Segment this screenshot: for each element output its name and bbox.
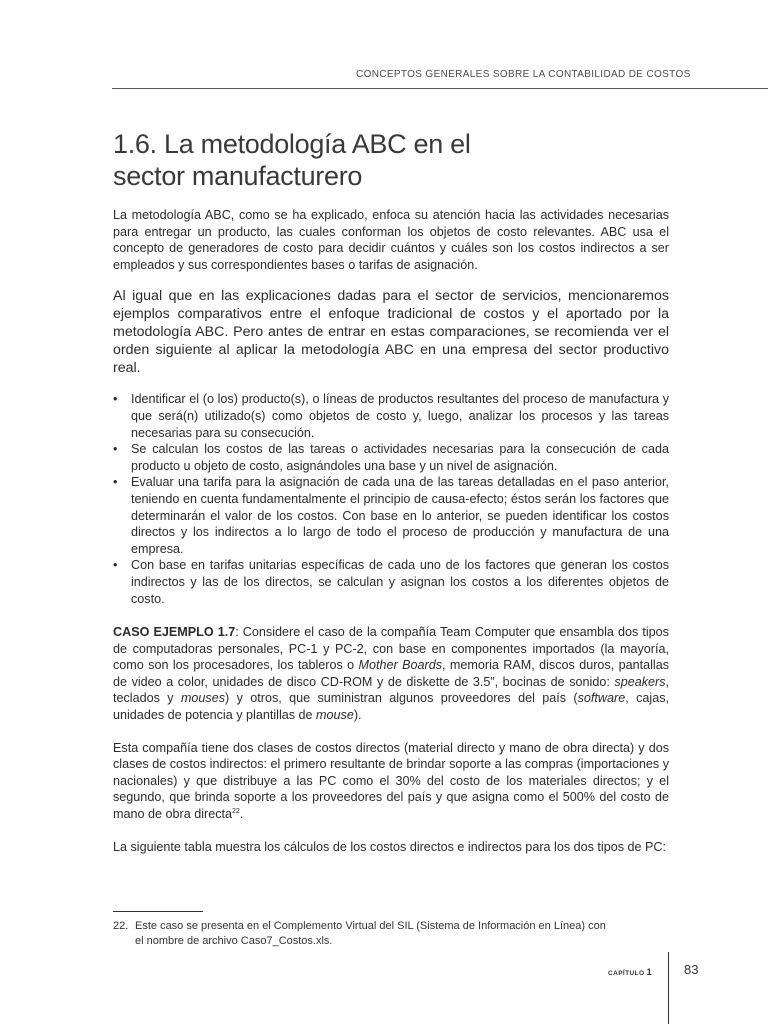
bullet-icon: • [113, 442, 118, 457]
case-text: , teclados y [113, 674, 669, 706]
case-example-label: CASO EJEMPLO 1.7 [113, 625, 236, 640]
case-text: ). [353, 708, 362, 723]
footnote-line-2: el nombre de archivo Caso7_Costos.xls. [135, 935, 333, 947]
footnote-line-1: Este caso se presenta en el Complemento Virtual del SIL (Sistema de Información en Línea) con [135, 920, 606, 932]
case-text: , cajas, unidades de potencia y plantillas de [113, 691, 669, 723]
bullet-icon: • [113, 392, 118, 407]
section-title-line-2: sector manufacturero [113, 161, 363, 191]
page-number: 83 [684, 962, 699, 977]
case-italic-term: mouses [180, 691, 226, 706]
case-italic-term: software [577, 691, 626, 706]
footnote-number: 22. [113, 920, 129, 932]
list-item-text: Con base en tarifas unitarias específicas de cada uno de los factores que generan los costos indirectos y las de los directos, se calculan y asignan los costos a los diferentes objetos de costo. [131, 558, 669, 606]
footnote-reference[interactable]: 22 [232, 807, 240, 815]
list-item [113, 474, 669, 557]
page-content [113, 128, 669, 855]
section-title [113, 128, 533, 192]
list-item [113, 391, 669, 441]
chapter-number: 1 [646, 967, 653, 977]
steps-list [113, 391, 669, 607]
case-italic-term: mouse [316, 708, 354, 723]
case-text: , memoria RAM, discos duros, pantallas de video a color, unidades de disco CD-ROM y de diskette de 3.5”, bocinas de sonido: [113, 658, 669, 689]
chapter-label [608, 967, 652, 977]
bullet-icon: • [113, 475, 118, 490]
footer-vertical-rule [668, 952, 669, 1024]
list-item-text: Evaluar una tarifa para la asignación de cada una de las tareas detalladas en el paso anterior, teniendo en cuenta fundamentalmente el principio de causa-efecto; éstos serán los factores que determinarán el valor de los costos. Con base en lo anterior, se pueden identificar los costos directos y los indirectos a lo largo de todo el proceso de producción y manufactura de una empresa. [131, 475, 669, 556]
lead-paragraph: Al igual que en las explicaciones dadas para el sector de servicios, mencionaremos ejemplos comparativos entre el enfoque tradicional de costos y el aportado por la metodología ABC. Pero antes de entrar en estas comparaciones, se recomienda ver el orden siguiente al aplicar la metodología ABC en una empresa del sector productivo real. [113, 288, 669, 377]
case-text: ) y otros, que suministran algunos proveedores del país ( [225, 691, 578, 706]
list-item-text: Identificar el (o los) producto(s), o líneas de productos resultantes del proceso de manufactura y que será(n) utilizado(s) como objetos de costo y, luego, analizar los procesos y las tareas necesarias para su consecución. [131, 392, 669, 440]
cost-classes-paragraph [113, 740, 669, 823]
running-header: CONCEPTOS GENERALES SOBRE LA CONTABILIDAD DE COSTOS [356, 69, 691, 80]
footnote-rule [113, 911, 203, 912]
list-item-text: Se calculan los costos de las tareas o actividades necesarias para la consecución de cada producto u objeto de costo, asignándoles una base y un nivel de asignación. [131, 442, 669, 473]
table-intro-paragraph: La siguiente tabla muestra los cálculos de los costos directos e indirectos para los dos tipos de PC: [113, 839, 667, 854]
case-italic-term: Mother Boards [358, 658, 443, 673]
chapter-word: CAPÍTULO [608, 970, 645, 977]
bullet-icon: • [113, 558, 118, 573]
intro-paragraph: La metodología ABC, como se ha explicado, enfoca su atención hacia las actividades necesarias para entregar un producto, las cuales conforman los objetos de costo relevantes. ABC usa el concepto de generadores de costo para decidir cuántos y cuáles son los costos indirectos a ser empleados y sus correspondientes bases o tarifas de asignación. [113, 208, 669, 272]
list-item [113, 557, 669, 607]
case-text: : Considere el caso de la compañía Team Computer que ensambla dos tipos de computadoras personales, PC-1 y PC-2, con base en componentes importados (la mayoría, como son los procesadores, los tableros o [113, 625, 669, 673]
header-rule [112, 88, 768, 89]
section-title-line-1: 1.6. La metodología ABC en el [113, 129, 471, 159]
cost-classes-text: Esta compañía tiene dos clases de costos directos (material directo y mano de obra directa) y dos clases de costos indirectos: el primero resultante de brindar soporte a las compras (importaciones y nacionales) y que distribuye a las PC como el 30% del costo de los materiales directos; y el segundo, que brinda soporte a los proveedores del país y que asigna como el 500% del costo de mano de obra directa [113, 740, 669, 822]
footnote [113, 919, 673, 949]
case-example-paragraph [113, 624, 669, 724]
list-item [113, 441, 669, 474]
cost-classes-end: . [239, 807, 244, 822]
case-italic-term: speakers [614, 674, 666, 689]
